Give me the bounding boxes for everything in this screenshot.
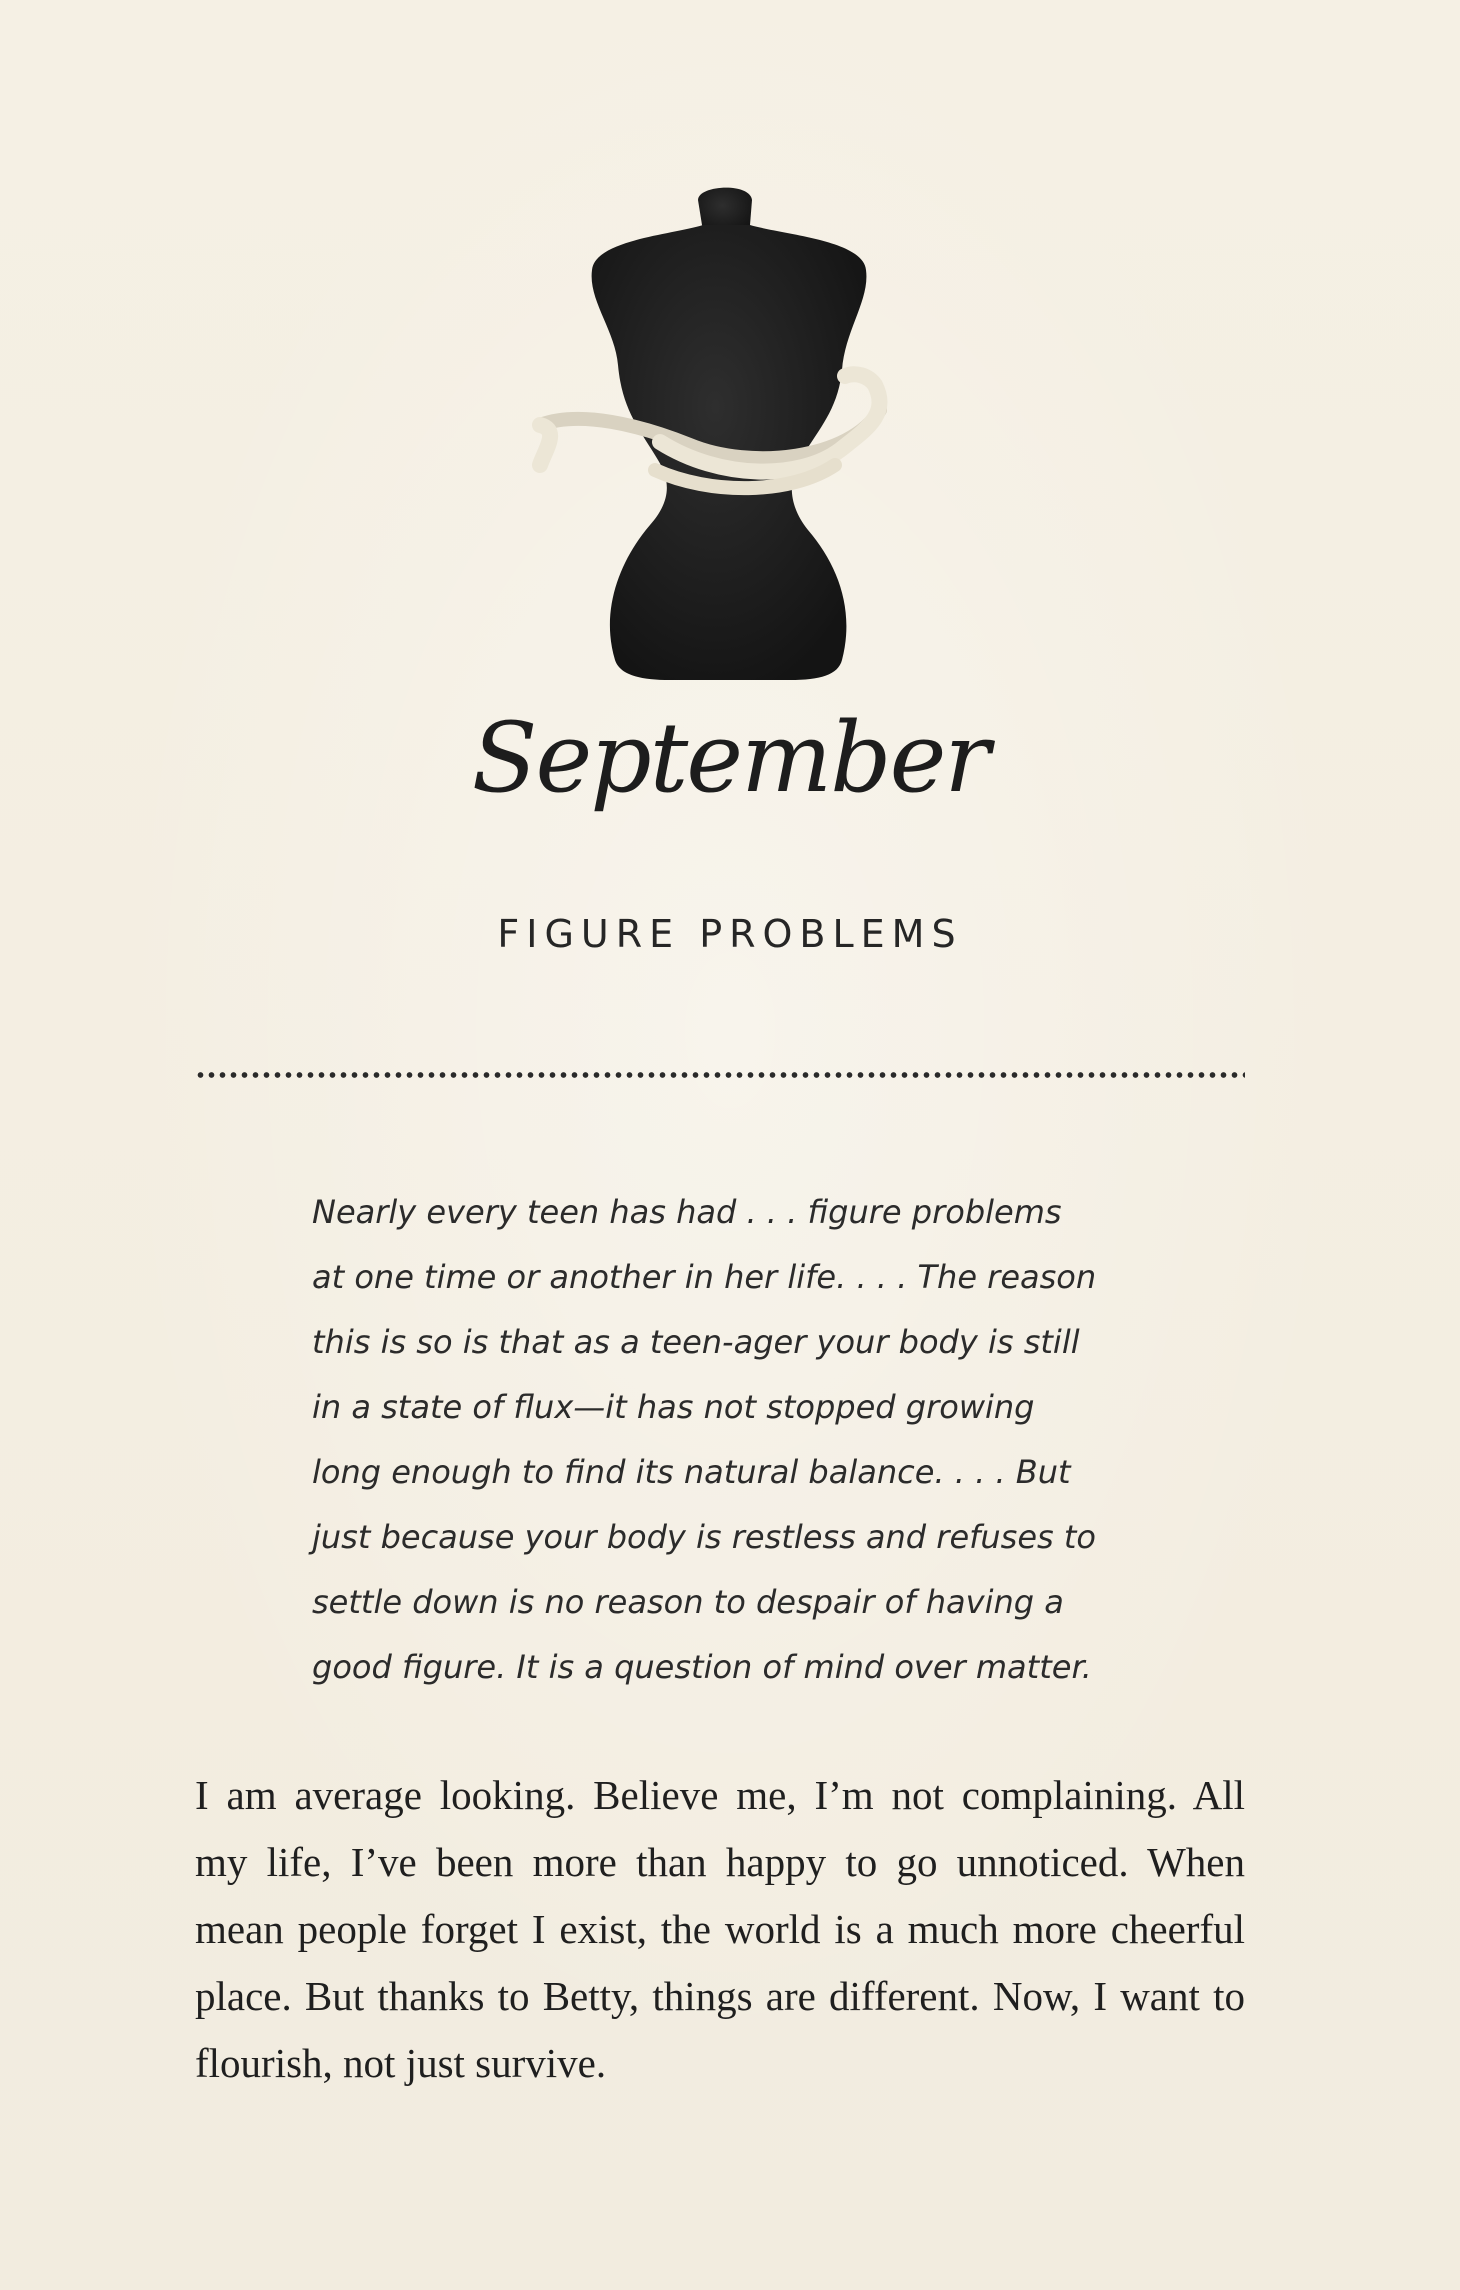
epigraph-line: settle down is no reason to despair of having a xyxy=(312,1583,1064,1621)
chapter-month: September xyxy=(471,702,989,814)
epigraph-line: Nearly every teen has had . . . figure problems xyxy=(312,1193,1062,1231)
epigraph-line: this is so is that as a teen-ager your body is still xyxy=(312,1323,1080,1361)
epigraph-line: good figure. It is a question of mind over matter. xyxy=(312,1648,1092,1686)
body-line: mean people forget I exist, the world is a much more cheerful xyxy=(195,1906,1245,1952)
body-line: my life, I’ve been more than happy to go unnoticed. When xyxy=(195,1839,1245,1885)
dress-form-icon xyxy=(520,180,940,710)
epigraph-line: just because your body is restless and refuses to xyxy=(312,1518,1096,1556)
epigraph-line: in a state of flux—it has not stopped growing xyxy=(312,1388,1035,1426)
body-line: flourish, not just survive. xyxy=(195,2040,607,2086)
body-line: place. But thanks to Betty, things are different. Now, I want to xyxy=(195,1973,1245,2019)
dotted-divider xyxy=(195,1072,1245,1078)
body-line: I am average looking. Believe me, I’m not complaining. All xyxy=(195,1772,1245,1818)
body-paragraph xyxy=(195,1762,1245,2097)
epigraph-quote xyxy=(312,1180,1192,1700)
epigraph-line: long enough to find its natural balance. . . . But xyxy=(312,1453,1071,1491)
epigraph-line: at one time or another in her life. . . . The reason xyxy=(312,1258,1097,1296)
chapter-title: FIGURE PROBLEMS xyxy=(497,912,963,956)
